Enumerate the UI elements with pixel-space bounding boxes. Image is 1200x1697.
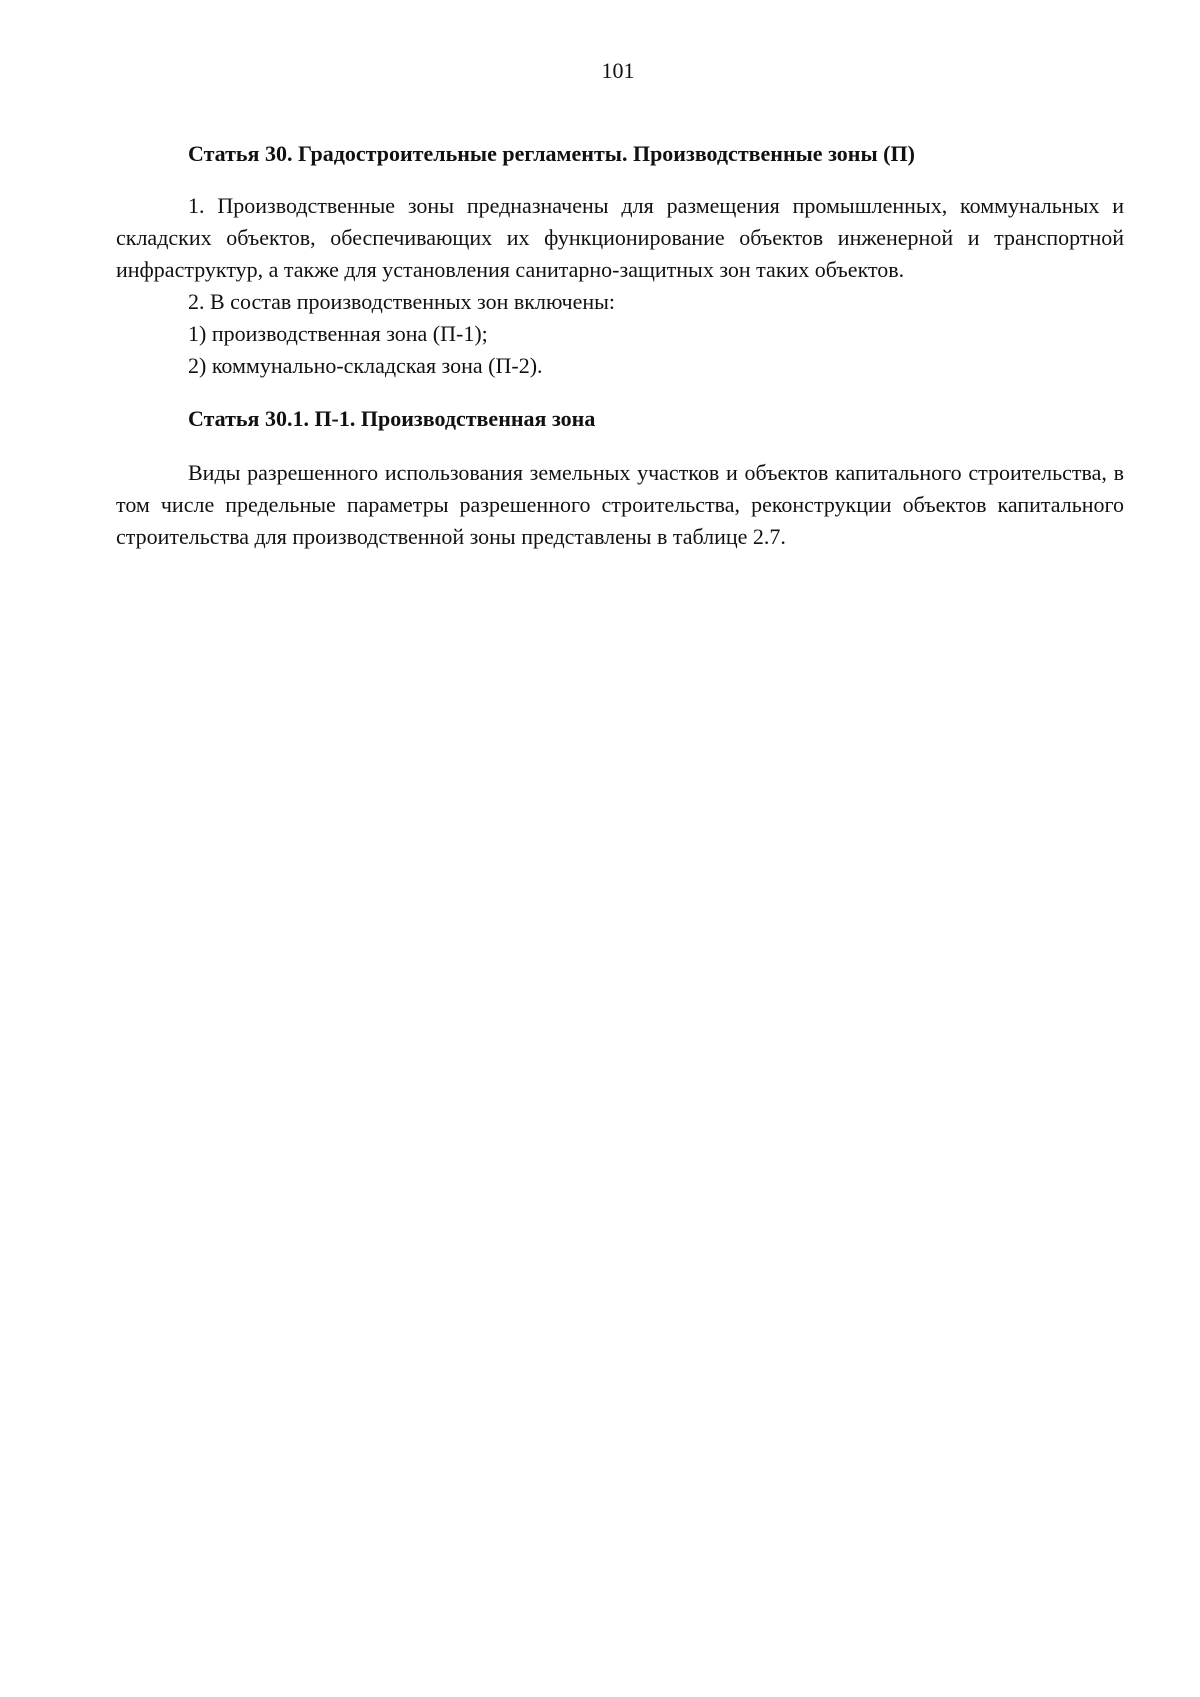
page-content <box>116 139 1124 553</box>
article-30-1-heading: Статья 30.1. П-1. Производственная зона <box>188 406 596 431</box>
article-30-paragraph-2: 2. В состав производственных зон включены: <box>188 289 616 314</box>
article-30-heading: Статья 30. Градостроительные регламенты. Производственные зоны (П) <box>188 141 915 166</box>
zone-list-item: 1) производственная зона (П-1); <box>188 321 488 346</box>
article-30-1-paragraph: Виды разрешенного использования земельных участков и объектов капитального строительства, в том числе предельные параметры разрешенного строительства, реконструкции объектов капитального строительства для производственной зоны представлены в таблице 2.7. <box>116 460 1124 549</box>
page-number: 101 <box>601 58 635 83</box>
article-30-paragraph-1: 1. Производственные зоны предназначены для размещения промышленных, коммунальных и складских объектов, обеспечивающих их функционирование объектов инженерной и транспортной инфраструктур, а также для установления санитарно-защитных зон таких объектов. <box>116 193 1124 282</box>
zone-list-item: 2) коммунально-складская зона (П-2). <box>188 353 543 378</box>
